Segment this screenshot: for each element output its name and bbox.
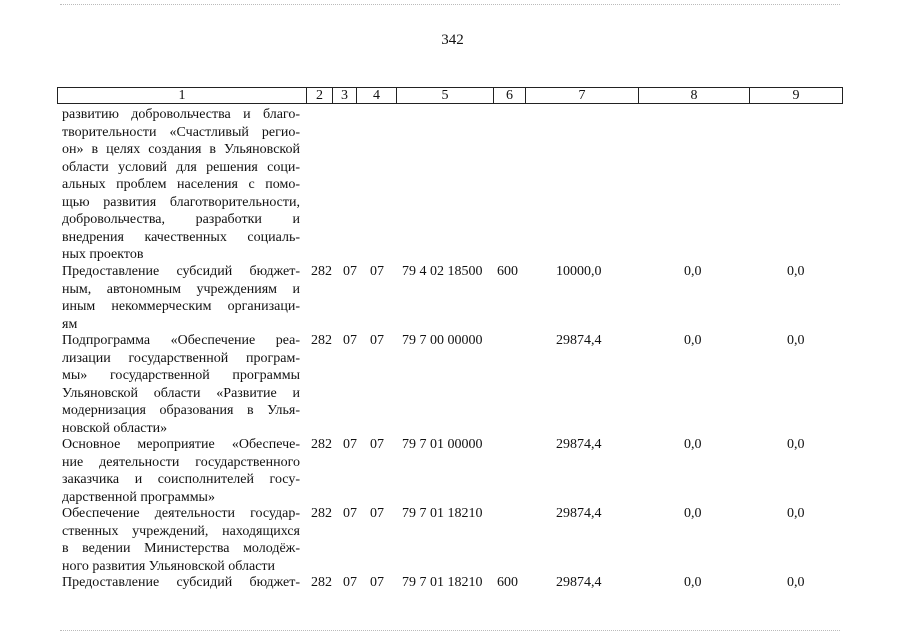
desc-line: Предоставление субсидий бюджет- (62, 575, 300, 590)
cell-section: 07 (343, 264, 357, 279)
scan-artifact-bottom (60, 630, 840, 633)
desc-line: лизации государственной програм- (62, 350, 300, 366)
cell-ministry-code: 282 (311, 506, 332, 521)
cell-target-article: 79 7 01 18210 (402, 575, 483, 590)
cell-subsection: 07 (370, 437, 384, 452)
cell-amount-2: 0,0 (684, 575, 702, 590)
cell-target-article: 79 7 01 18210 (402, 506, 483, 521)
cell-expense-type: 600 (497, 575, 518, 590)
scan-artifact-top (60, 4, 840, 7)
row-description (62, 332, 300, 437)
header-col-7: 7 (525, 88, 638, 103)
cell-amount-2: 0,0 (684, 437, 702, 452)
cell-amount: 29874,4 (556, 333, 602, 348)
row-description (62, 263, 300, 333)
header-col-1: 1 (178, 88, 186, 103)
desc-line: в ведении Министерства молодёж- (62, 541, 300, 556)
desc-line: модернизация образования в Улья- (62, 403, 300, 418)
desc-line: мы» государственной программы (62, 368, 300, 383)
cell-expense-type: 600 (497, 264, 518, 279)
cell-amount: 29874,4 (556, 575, 602, 590)
cell-amount-2: 0,0 (684, 333, 702, 348)
row-description (62, 436, 300, 506)
row-description (62, 505, 300, 575)
cell-amount-3: 0,0 (787, 333, 805, 348)
cell-subsection: 07 (370, 506, 384, 521)
desc-line: ям (62, 316, 78, 332)
desc-line: альных проблем населения с помо- (62, 177, 300, 192)
cell-section: 07 (343, 333, 357, 348)
desc-line: области условий для решения соци- (62, 159, 300, 175)
cell-section: 07 (343, 575, 357, 590)
cell-amount-3: 0,0 (787, 437, 805, 452)
header-col-4: 4 (356, 88, 396, 103)
cell-amount: 29874,4 (556, 437, 602, 452)
desc-line: добровольчества, разработки и (62, 212, 300, 227)
desc-line: иным некоммерческим организаци- (62, 299, 300, 314)
cell-subsection: 07 (370, 333, 384, 348)
row-description (62, 106, 300, 264)
desc-line: новской области» (62, 420, 168, 436)
cell-amount-3: 0,0 (787, 506, 805, 521)
header-col-8: 8 (638, 88, 749, 103)
table-header-row (57, 87, 843, 104)
cell-ministry-code: 282 (311, 575, 332, 590)
header-col-6: 6 (493, 88, 525, 103)
cell-amount-3: 0,0 (787, 575, 805, 590)
desc-line: щью развития благотворительности, (62, 194, 300, 210)
desc-line: ных проектов (62, 247, 144, 262)
desc-line: ным, автономным учреждениям и (62, 281, 300, 297)
page-number: 342 (441, 32, 464, 48)
header-col-5: 5 (396, 88, 493, 103)
desc-line: дарственной программы» (62, 489, 215, 505)
cell-amount-2: 0,0 (684, 506, 702, 521)
desc-line: Предоставление субсидий бюджет- (62, 264, 300, 279)
desc-line: заказчика и соисполнителей госу- (62, 472, 300, 487)
desc-line: внедрения качественных социаль- (62, 229, 300, 245)
desc-line: творительности «Счастливый регио- (62, 124, 300, 140)
desc-line: Подпрограмма «Обеспечение реа- (62, 333, 300, 348)
cell-amount: 10000,0 (556, 264, 602, 279)
cell-target-article: 79 7 00 00000 (402, 333, 483, 348)
desc-line: Обеспечение деятельности государ- (62, 506, 300, 521)
cell-target-article: 79 7 01 00000 (402, 437, 483, 452)
cell-ministry-code: 282 (311, 333, 332, 348)
desc-line: ние деятельности государственного (62, 454, 300, 470)
cell-ministry-code: 282 (311, 437, 332, 452)
row-description (62, 574, 300, 592)
cell-amount-2: 0,0 (684, 264, 702, 279)
desc-line: Основное мероприятие «Обеспече- (62, 437, 300, 452)
cell-target-article: 79 4 02 18500 (402, 264, 483, 279)
cell-ministry-code: 282 (311, 264, 332, 279)
desc-line: он» в целях создания в Ульяновской (62, 142, 300, 157)
desc-line: ственных учреждений, находящихся (62, 523, 300, 539)
header-col-9: 9 (749, 88, 842, 103)
cell-subsection: 07 (370, 575, 384, 590)
header-col-2: 2 (306, 88, 332, 103)
cell-section: 07 (343, 437, 357, 452)
desc-line: развитию добровольчества и благо- (62, 107, 300, 122)
cell-section: 07 (343, 506, 357, 521)
desc-line: Ульяновской области «Развитие и (62, 385, 300, 401)
desc-line: ного развития Ульяновской области (62, 558, 276, 574)
cell-amount: 29874,4 (556, 506, 602, 521)
cell-subsection: 07 (370, 264, 384, 279)
header-col-3: 3 (332, 88, 356, 103)
cell-amount-3: 0,0 (787, 264, 805, 279)
